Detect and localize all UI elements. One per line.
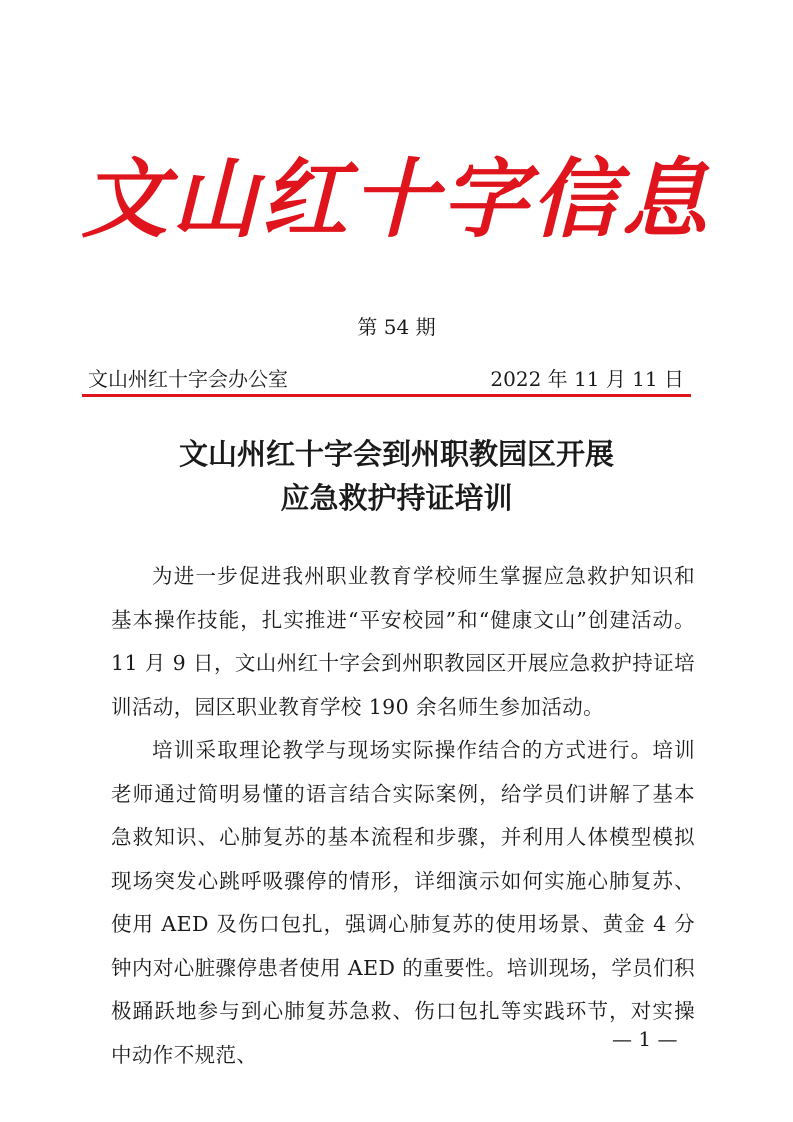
- headline-line-2: 应急救护持证培训: [280, 481, 513, 515]
- red-divider: [82, 394, 691, 397]
- article-body: [111, 555, 695, 1077]
- issuer-org: 文山州红十字会办公室: [88, 367, 288, 391]
- masthead-title: 文山红十字信息: [81, 149, 712, 250]
- issue-date: 2022 年 11 月 11 日: [490, 367, 684, 391]
- headline-line-1: 文山州红十字会到州职教园区开展: [178, 437, 614, 471]
- issue-number: 第 54 期: [357, 315, 436, 339]
- issuer-row: [88, 365, 690, 393]
- page-number: — 1 —: [612, 1027, 678, 1051]
- paragraph: 培训采取理论教学与现场实际操作结合的方式进行。培训老师通过简明易懂的语言结合实际案例，给学员们讲解了基本急救知识、心肺复苏的基本流程和步骤，并利用人体模型模拟现场突发心跳呼吸骤停的情形，详细演示如何实施心肺复苏、使用 AED 及伤口包扎，强调心肺复苏的使用场景、黄金 4 分钟内对心脏骤停患者使用 AED 的重要性。培训现场，学员们积极踊跃地参与到心肺复苏急救、伤口包扎等实践环节，对实操中动作不规范、: [111, 738, 695, 1067]
- paragraph: 为进一步促进我州职业教育学校师生掌握应急救护知识和基本操作技能，扎实推进“平安校园”和“健康文山”创建活动。11 月 9 日，文山州红十字会到州职教园区开展应急救护持证培训活动，园区职业教育学校 190 余名师生参加活动。: [111, 564, 695, 719]
